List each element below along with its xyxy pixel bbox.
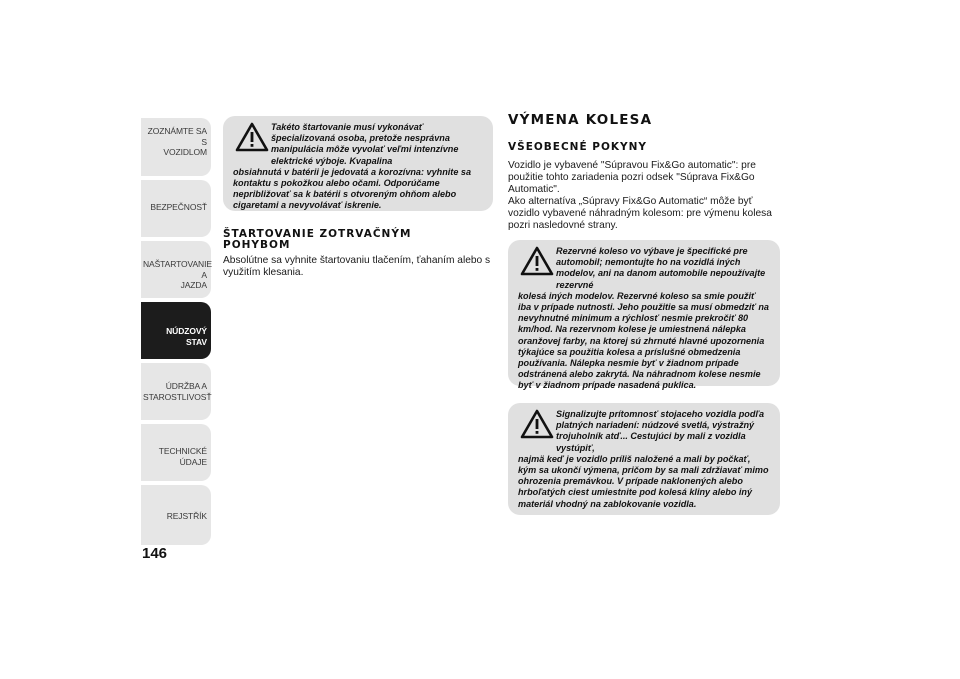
warning-triangle-icon: [235, 122, 269, 152]
tab-label: VOZIDLOM: [163, 147, 207, 157]
tab-udrzba-a-starostlivost[interactable]: [141, 363, 211, 420]
tab-label: BEZPEČNOSŤ: [150, 202, 207, 212]
paragraph-fix-and-go: Vozidlo je vybavené "Súpravou Fix&Go automatic": pre použitie tohto zariadenia pozri odsek "Súprava Fix&Go Automatic".: [508, 160, 756, 195]
section-heading-startovanie: ŠTARTOVANIE ZOTRVAČNÝM POHYBOM: [223, 228, 412, 251]
warning-triangle-icon: [520, 409, 554, 439]
tab-nudzovy-stav[interactable]: [141, 302, 211, 359]
tab-label: ZOZNÁMTE SA S: [147, 126, 207, 147]
warning-text: najmä keď je vozidlo príliš naložené a mali by počkať, kým sa ukončí výmena, pričom by sa mali zdržiavať mimo ohrozenia premávkou. V prípade naklonených alebo hrboľatých ciest umiestnite pod kolesá kliny alebo iný materiál vhodný na zablokovanie vozidla.: [518, 453, 769, 509]
warning-text: obsiahnutá v batérii je jedovatá a korozívna: vyhnite sa kontaktu s pokožkou alebo očami. Odporúčame nepribližovať sa k batérii s otvoreným ohňom alebo cigaretami a nevyvolávať iskrenie.: [233, 166, 472, 211]
page-number: 146: [142, 545, 168, 562]
tab-technicke-udaje[interactable]: [141, 424, 211, 481]
tab-label: REJSTŘÍK: [166, 511, 207, 521]
tab-zoznamte-sa-s-vozidlom[interactable]: [141, 118, 211, 176]
tab-label: NÚDZOVÝ STAV: [166, 326, 207, 347]
tab-label: NAŠTARTOVANIE A: [143, 259, 212, 280]
warning-triangle-icon: [520, 246, 554, 276]
paragraph-nahradne-koleso: Ako alternatíva „Súpravy Fix&Go Automatic“ môže byť vozidlo vybavené náhradným kolesom: pre výmenu kolesa pozri nasledovné strany.: [508, 196, 772, 231]
tab-label: STAROSTLIVOSŤ: [143, 391, 212, 402]
tab-label: JAZDA: [180, 280, 207, 290]
subheading-vseobecne-pokyny: VŠEOBECNÉ POKYNY: [508, 141, 648, 153]
tab-rejstrik[interactable]: [141, 485, 211, 545]
tab-bezpecnost[interactable]: [141, 180, 211, 237]
warning-text-indented: Signalizujte prítomnosť stojaceho vozidla podľa platných nariadení: núdzové svetlá, výstražný trojuholník atď... Cestujúci by mali z vozidla vystúpiť,: [556, 409, 765, 453]
warning-text: kolesá iných modelov. Rezervné koleso sa smie použiť iba v prípade nutnosti. Jeho použitie sa musí obmedziť na nevyhnutné minimum a rýchlosť nesmie prekročiť 80 km/hod. Na rezervnom kolese je umiestnená nálepka oranžovej farby, na ktorej sú zhrnuté hlavné upozornenia týkajúce sa použitia kolesa a príslušné obmedzenia používania. Nálepka nesmie byť v žiadnom prípade odstránená alebo zakrytá. Na náhradnom kolese nesmie byť v žiadnom prípade nasadená puklica.: [518, 290, 769, 391]
warning-box-stopped-vehicle: [508, 403, 780, 515]
body-text-startovanie: Absolútne sa vyhnite štartovaniu tlačením, ťahaním alebo s využitím klesania.: [223, 255, 491, 278]
tab-nastartovanie-a-jazda[interactable]: [141, 241, 211, 298]
tab-label: TECHNICKÉ ÚDAJE: [158, 446, 207, 467]
warning-text-indented: Rezervné koleso vo výbave je špecifické pre automobil; nemontujte ho na vozidlá iných modelov, ani na danom automobile nepoužívajte rezervné: [556, 246, 766, 290]
tab-label: ÚDRŽBA A: [165, 381, 207, 391]
section-heading-vymena-kolesa: VÝMENA KOLESA: [508, 112, 653, 128]
warning-text-indented: Takéto štartovanie musí vykonávať špecializovaná osoba, pretože nesprávna manipulácia môže vyvolať veľmi intenzívne elektrické výboje. Kvapalina: [271, 122, 459, 166]
warning-box-spare-wheel: [508, 240, 780, 391]
warning-box-battery: [223, 116, 493, 211]
